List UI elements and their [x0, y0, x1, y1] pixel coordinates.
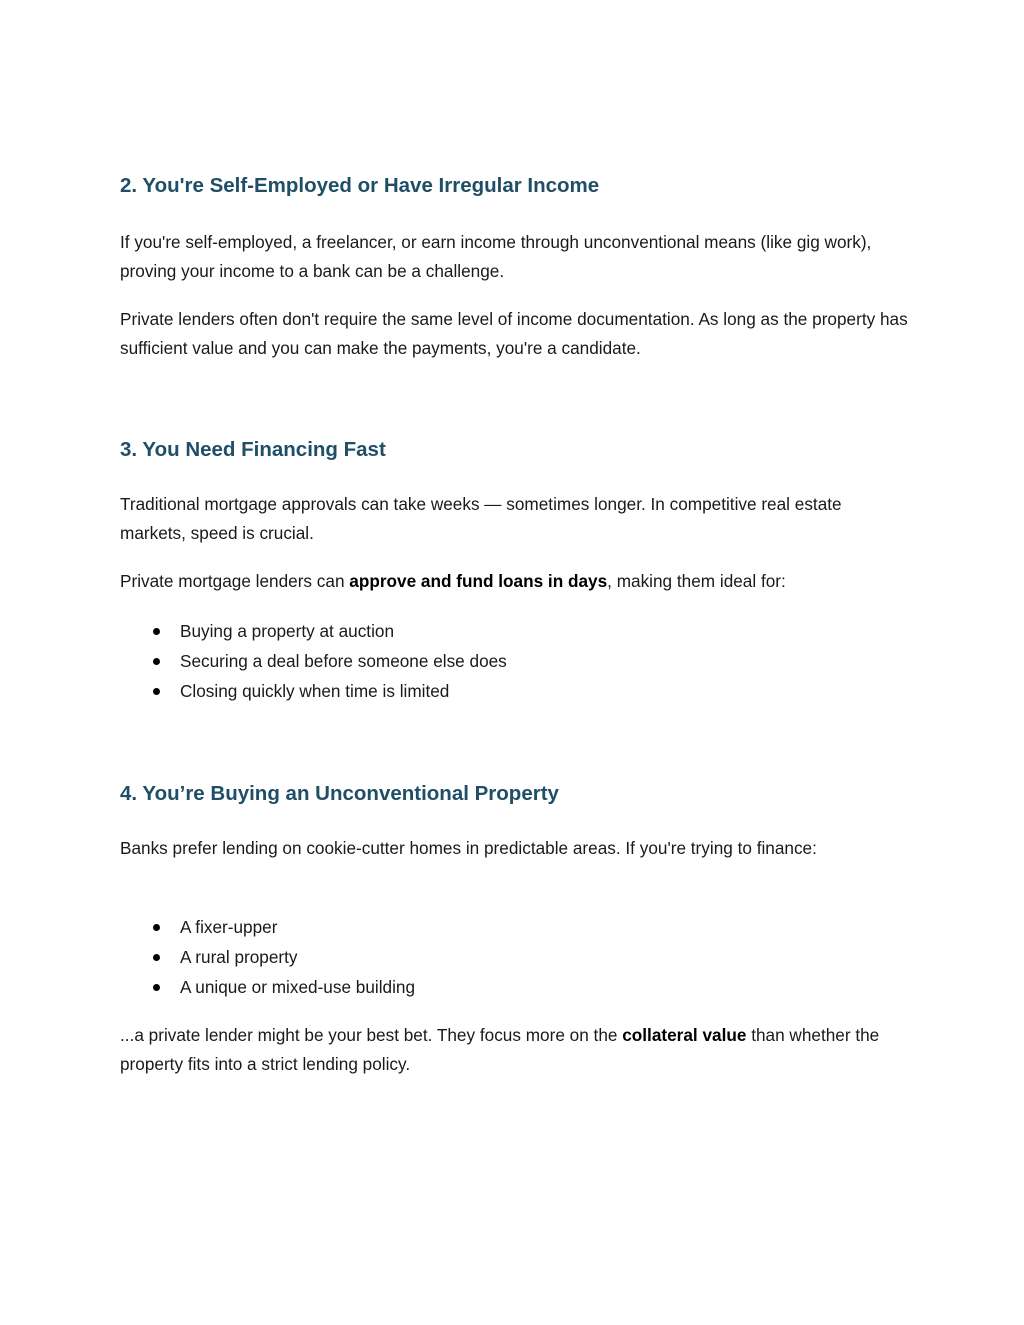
list-item-text: A unique or mixed-use building: [180, 977, 416, 997]
list-item: [120, 646, 910, 676]
paragraph-text: ...a private lender might be your best bet. They focus more on the: [120, 1025, 623, 1045]
bullet-icon: [153, 628, 160, 635]
bullet-icon: [153, 984, 160, 991]
section-paragraph: If you're self-employed, a freelancer, or earn income through unconventional means (like gig work), proving your income to a bank can be a challenge.: [120, 232, 872, 281]
paragraph-text: Private mortgage lenders can: [120, 571, 350, 591]
bullet-icon: [153, 954, 160, 961]
list-item-text: Buying a property at auction: [180, 621, 395, 641]
list-item: [120, 912, 910, 942]
bold-emphasis: approve and fund loans in days: [349, 571, 608, 591]
bullet-icon: [153, 924, 160, 931]
section-paragraph: Banks prefer lending on cookie-cutter homes in predictable areas. If you're trying to finance:: [120, 838, 817, 858]
bold-emphasis: collateral value: [622, 1025, 747, 1045]
list-item-text: Securing a deal before someone else does: [180, 651, 507, 671]
list-item-text: A fixer-upper: [180, 917, 278, 937]
section-paragraph: [120, 1021, 910, 1078]
section-heading: 3. You Need Financing Fast: [120, 438, 386, 461]
list-item-text: A rural property: [180, 947, 298, 967]
paragraph-text: , making them ideal for:: [607, 571, 786, 591]
list-item: [120, 616, 910, 646]
list-item-text: Closing quickly when time is limited: [180, 681, 450, 701]
bullet-list: [120, 616, 910, 706]
bullet-icon: [153, 688, 160, 695]
list-item: [120, 942, 910, 972]
list-item: [120, 972, 910, 1002]
section-paragraph: Traditional mortgage approvals can take weeks — sometimes longer. In competitive real estate markets, speed is crucial.: [120, 494, 842, 543]
section-heading: 4. You’re Buying an Unconventional Property: [120, 782, 559, 805]
bullet-icon: [153, 658, 160, 665]
section-paragraph: Private lenders often don't require the same level of income documentation. As long as the property has sufficient value and you can make the payments, you're a candidate.: [120, 309, 908, 358]
section-heading: 2. You're Self-Employed or Have Irregular Income: [120, 174, 600, 197]
list-item: [120, 676, 910, 706]
section-paragraph: [120, 567, 910, 596]
bullet-list: [120, 912, 910, 1002]
paragraph-text: than whether the property fits into a strict lending policy.: [120, 1025, 880, 1074]
